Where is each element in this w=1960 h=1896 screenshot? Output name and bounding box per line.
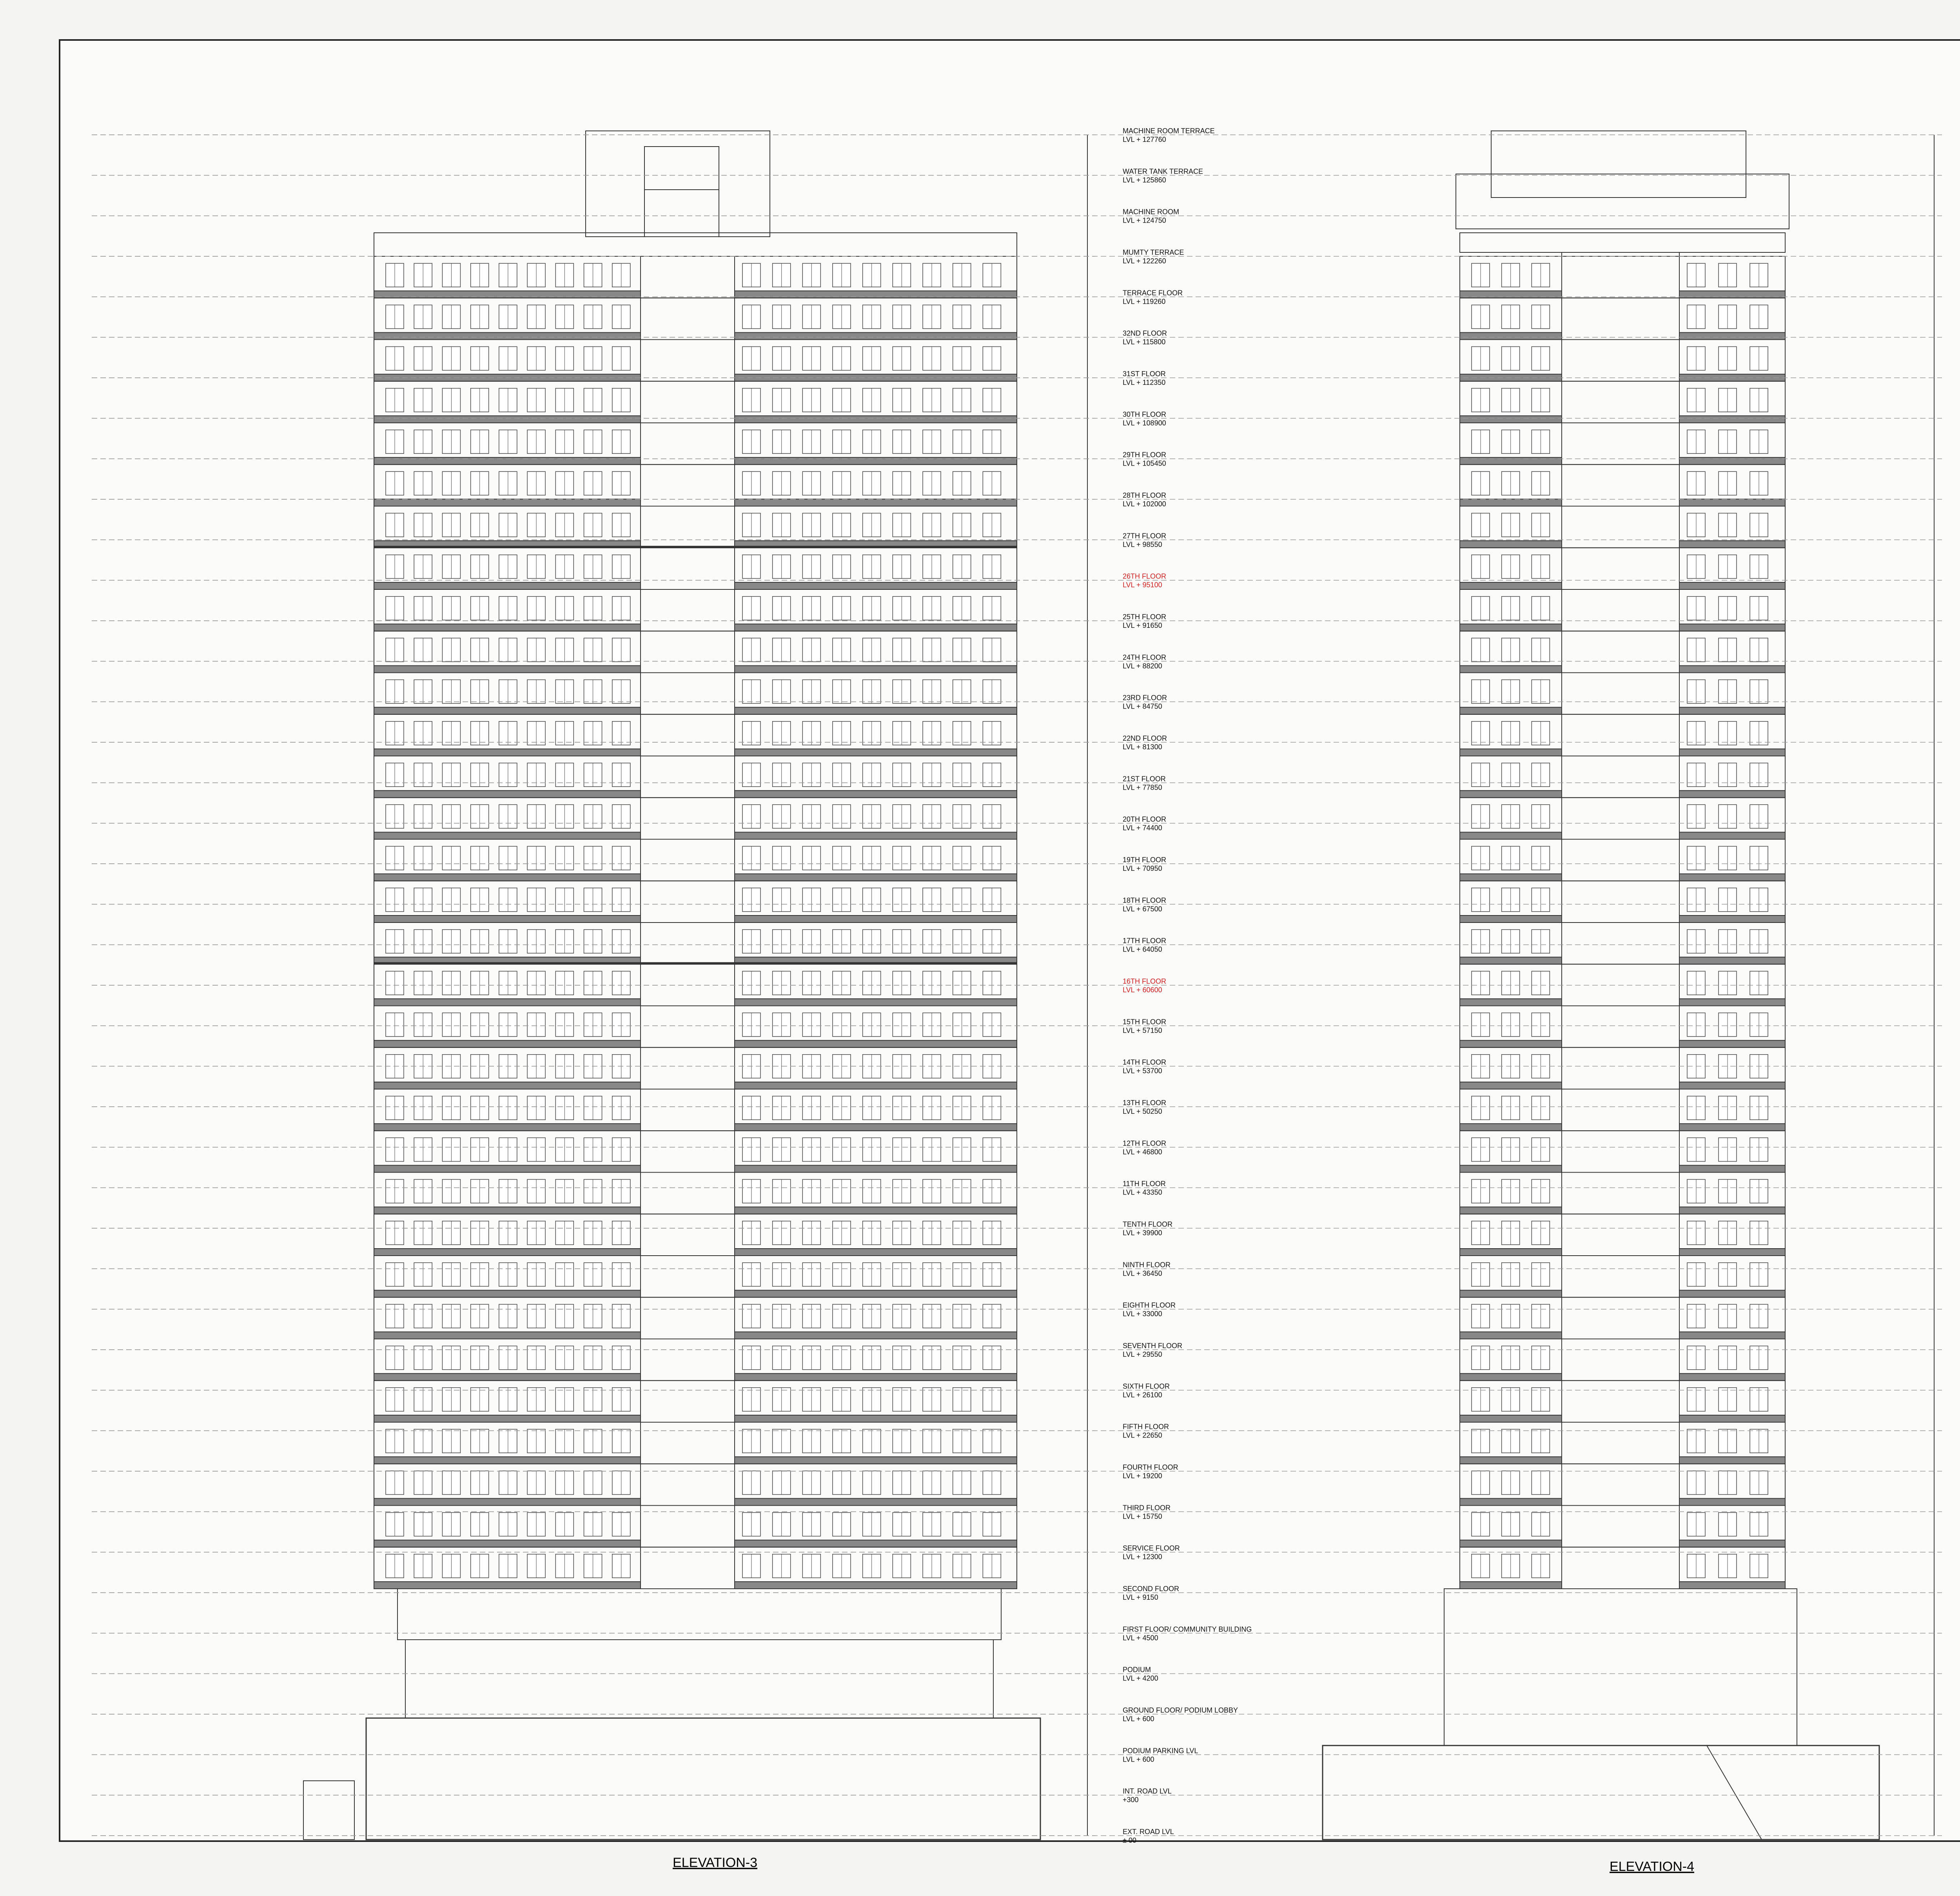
floor-band [374, 340, 1017, 381]
floor-band [1460, 631, 1785, 672]
floor-band [1460, 256, 1785, 298]
floor-band [1460, 340, 1785, 381]
floor-band [1460, 1089, 1785, 1131]
level-value: LVL + 22650 [1123, 1431, 1162, 1439]
level-value: LVL + 124750 [1123, 216, 1166, 225]
level-value: LVL + 57150 [1123, 1026, 1162, 1035]
level-label: 19TH FLOOR [1123, 856, 1167, 864]
level-value: LVL + 127760 [1123, 136, 1166, 143]
floor-band [1460, 381, 1785, 423]
floor-band [1460, 756, 1785, 798]
level-value: LVL + 84750 [1123, 702, 1162, 711]
level-label: 15TH FLOOR [1123, 1018, 1167, 1026]
level-label: MUMTY TERRACE [1123, 248, 1184, 256]
level-label: GROUND FLOOR/ PODIUM LOBBY [1123, 1706, 1238, 1714]
level-label: FIFTH FLOOR [1123, 1423, 1169, 1431]
level-value: LVL + 4200 [1123, 1674, 1158, 1682]
floor-band [374, 256, 1017, 298]
level-label: 21ST FLOOR [1123, 775, 1166, 783]
level-value: LVL + 39900 [1123, 1229, 1162, 1237]
level-value: LVL + 98550 [1123, 540, 1162, 549]
floor-band [1460, 1006, 1785, 1048]
e4-ground [1323, 1746, 1879, 1840]
level-label: 12TH FLOOR [1123, 1139, 1167, 1147]
level-label: THIRD FLOOR [1123, 1504, 1171, 1512]
level-label: SERVICE FLOOR [1123, 1544, 1180, 1552]
e3-water-tank [644, 147, 719, 237]
level-value: LVL + 33000 [1123, 1310, 1162, 1318]
level-label: 31ST FLOOR [1123, 370, 1166, 378]
level-label: FOURTH FLOOR [1123, 1463, 1178, 1471]
level-value: LVL + 46800 [1123, 1148, 1162, 1156]
floor-band [374, 1381, 1017, 1422]
floor-band [374, 631, 1017, 672]
level-value: LVL + 600 [1123, 1755, 1154, 1764]
e4-core [1562, 252, 1679, 1589]
floor-band [1460, 1256, 1785, 1297]
floor-band [1460, 881, 1785, 923]
elevation-3-level-column [92, 127, 1252, 1844]
level-label: EIGHTH FLOOR [1123, 1301, 1176, 1309]
floor-band [1460, 1464, 1785, 1505]
elevations-drawing [68, 49, 1960, 1874]
level-value: LVL + 29550 [1123, 1350, 1162, 1358]
level-value: LVL + 108900 [1123, 419, 1166, 427]
level-label: 24TH FLOOR [1123, 653, 1167, 662]
level-label: PODIUM [1123, 1666, 1151, 1674]
level-label: 16TH FLOOR [1123, 977, 1167, 985]
e3-podium-upper [397, 1589, 1001, 1640]
e3-podium [405, 1640, 993, 1718]
floor-band [374, 881, 1017, 923]
floor-band [374, 464, 1017, 506]
level-value: LVL + 12300 [1123, 1553, 1162, 1561]
floor-band [374, 1547, 1017, 1589]
level-label: 30TH FLOOR [1123, 410, 1167, 419]
floor-band [374, 506, 1017, 548]
level-value: LVL + 77850 [1123, 783, 1162, 792]
level-value: +300 [1123, 1796, 1139, 1804]
level-label: 17TH FLOOR [1123, 937, 1167, 945]
level-value: LVL + 67500 [1123, 905, 1162, 913]
floor-band [1460, 1297, 1785, 1339]
level-value: LVL + 60600 [1123, 986, 1162, 994]
level-value: LVL + 105450 [1123, 459, 1166, 468]
floor-band [1460, 923, 1785, 964]
level-value: LVL + 50250 [1123, 1108, 1162, 1115]
floor-band [1460, 714, 1785, 756]
floor-band [374, 298, 1017, 339]
floor-band [1460, 1173, 1785, 1214]
level-label: MACHINE ROOM TERRACE [1123, 127, 1215, 135]
level-label: SEVENTH FLOOR [1123, 1342, 1183, 1350]
level-value: LVL + 43350 [1123, 1188, 1162, 1196]
floor-band [1460, 673, 1785, 714]
level-value: LVL + 70950 [1123, 865, 1162, 872]
level-value: LVL + 600 [1123, 1715, 1154, 1723]
elevation-3-caption: ELEVATION-3 [672, 1855, 758, 1870]
level-label: 11TH FLOOR [1123, 1180, 1166, 1188]
level-value: LVL + 102000 [1123, 500, 1166, 508]
level-label: 27TH FLOOR [1123, 532, 1167, 540]
level-value: LVL + 119260 [1123, 297, 1166, 306]
floor-band [374, 1006, 1017, 1048]
level-value: LVL + 4500 [1123, 1634, 1158, 1642]
level-label: 22ND FLOOR [1123, 734, 1167, 742]
level-label: INT. ROAD LVL [1123, 1787, 1172, 1795]
drawing-sheet [59, 39, 1960, 1874]
level-label: 25TH FLOOR [1123, 613, 1167, 621]
floor-band [1460, 506, 1785, 548]
level-label: TERRACE FLOOR [1123, 289, 1183, 297]
level-value: LVL + 91650 [1123, 622, 1162, 629]
floor-band [1460, 1339, 1785, 1381]
floor-band [374, 1214, 1017, 1256]
floor-band [374, 714, 1017, 756]
floor-band [374, 1464, 1017, 1505]
level-label: 20TH FLOOR [1123, 815, 1167, 823]
level-label: 26TH FLOOR [1123, 572, 1167, 580]
floor-band [374, 798, 1017, 839]
floor-band [374, 1089, 1017, 1131]
level-value: LVL + 36450 [1123, 1269, 1162, 1278]
level-label: 29TH FLOOR [1123, 451, 1167, 459]
level-label: 13TH FLOOR [1123, 1099, 1167, 1107]
level-label: SECOND FLOOR [1123, 1585, 1180, 1593]
floor-band [374, 1297, 1017, 1339]
level-value: LVL + 125860 [1123, 176, 1166, 184]
level-label: FIRST FLOOR/ COMMUNITY BUILDING [1123, 1625, 1252, 1633]
e4-terrace-parapet [1460, 233, 1785, 252]
floor-band [374, 1173, 1017, 1214]
level-label: MACHINE ROOM [1123, 208, 1179, 216]
floor-band [1460, 1381, 1785, 1422]
level-value: LVL + 15750 [1123, 1512, 1162, 1521]
floor-band [374, 1048, 1017, 1089]
floor-band [374, 1339, 1017, 1381]
level-label: 18TH FLOOR [1123, 896, 1167, 904]
e3-ground [366, 1718, 1040, 1840]
e4-podium [1444, 1589, 1797, 1746]
floor-band [374, 1256, 1017, 1297]
level-label: SIXTH FLOOR [1123, 1382, 1170, 1390]
level-label: PODIUM PARKING LVL [1123, 1747, 1198, 1755]
level-value: LVL + 95100 [1123, 581, 1162, 589]
level-label: TENTH FLOOR [1123, 1220, 1173, 1228]
floor-band [374, 839, 1017, 881]
level-value: LVL + 64050 [1123, 945, 1162, 953]
floor-band [374, 381, 1017, 423]
level-value: LVL + 26100 [1123, 1391, 1162, 1399]
level-value: LVL + 81300 [1123, 743, 1162, 751]
floor-band [1460, 1048, 1785, 1089]
floor-band [1460, 1547, 1785, 1589]
e4-machine-room [1491, 131, 1746, 198]
floor-band [1460, 1422, 1785, 1464]
level-label: NINTH FLOOR [1123, 1261, 1171, 1269]
level-value: LVL + 74400 [1123, 824, 1162, 832]
elevation-4-caption: ELEVATION-4 [1609, 1859, 1695, 1874]
floor-band [1460, 1214, 1785, 1256]
floor-band [1460, 298, 1785, 339]
level-label: 32ND FLOOR [1123, 329, 1167, 337]
level-value: LVL + 88200 [1123, 662, 1162, 670]
floor-band [1460, 423, 1785, 464]
level-value: LVL + 19200 [1123, 1472, 1162, 1480]
level-label: 28TH FLOOR [1123, 491, 1167, 499]
floor-band [374, 423, 1017, 464]
floor-band [1460, 464, 1785, 506]
floor-band [374, 589, 1017, 631]
level-label: EXT. ROAD LVL [1123, 1828, 1174, 1836]
floor-band [1460, 548, 1785, 589]
floor-band [374, 1422, 1017, 1464]
level-value: LVL + 122260 [1123, 257, 1166, 265]
floor-band [1460, 589, 1785, 631]
level-value: LVL + 53700 [1123, 1067, 1162, 1075]
floor-band [1460, 1131, 1785, 1172]
floor-band [374, 923, 1017, 964]
level-value: LVL + 115800 [1123, 338, 1166, 346]
level-value: LVL + 112350 [1123, 379, 1166, 386]
level-value: ± 00 [1123, 1836, 1136, 1844]
floor-band [374, 673, 1017, 714]
drawing-area [68, 49, 1960, 1874]
level-label: WATER TANK TERRACE [1123, 167, 1203, 176]
floor-band [1460, 798, 1785, 839]
floor-band [1460, 839, 1785, 881]
floor-band [374, 756, 1017, 798]
level-label: 14TH FLOOR [1123, 1058, 1167, 1066]
level-value: LVL + 9150 [1123, 1593, 1158, 1601]
floor-band [374, 548, 1017, 589]
level-label: 23RD FLOOR [1123, 694, 1167, 702]
floor-band [374, 1131, 1017, 1172]
